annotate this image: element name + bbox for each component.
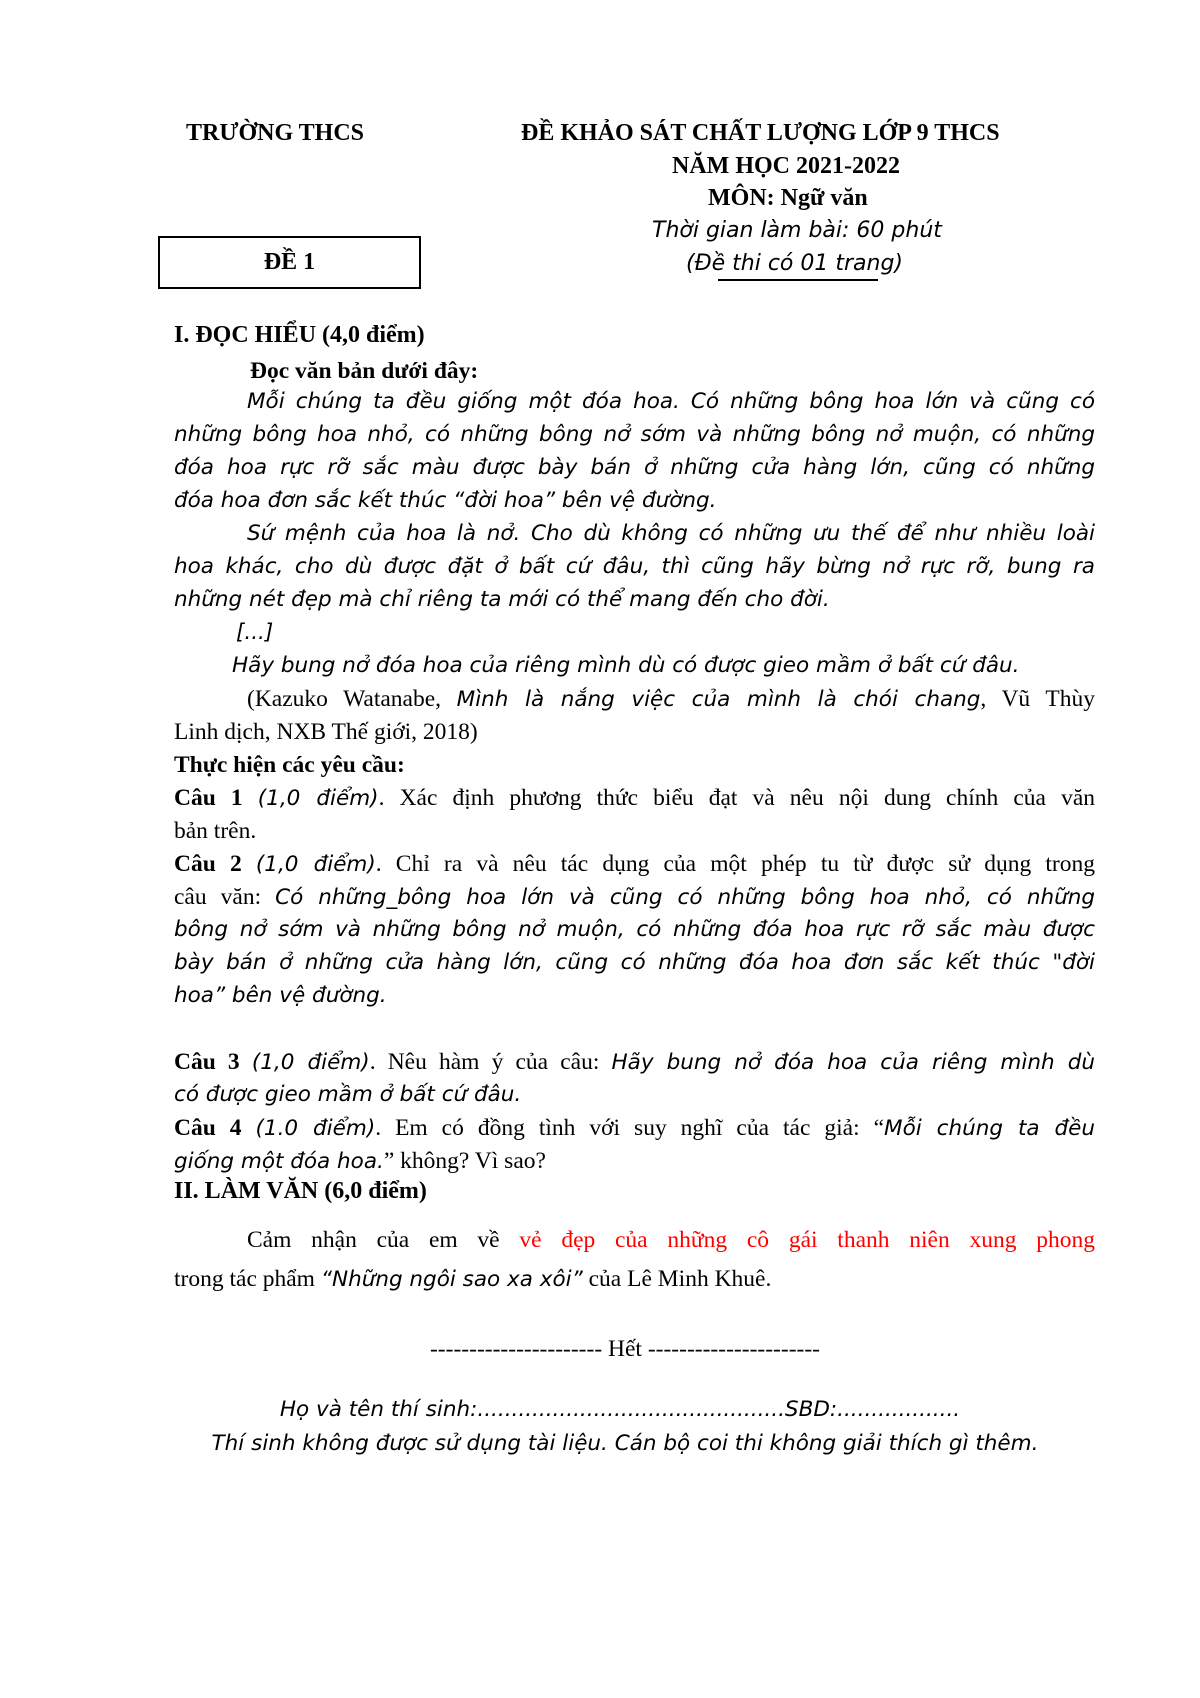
essay-prompt-lead: trong tác phẩm <box>174 1266 321 1292</box>
school-name: TRƯỜNG THCS <box>186 120 365 146</box>
pages-note-underline <box>718 279 878 281</box>
essay-prompt-line1 <box>247 1224 1095 1257</box>
passage-line: những bông hoa nhỏ, có những bông nở sớm và những bông nở muộn, có những <box>174 422 1095 447</box>
subject-name: Ngữ văn <box>780 185 868 211</box>
question-4-text: . Em có đồng tình với suy nghĩ của tác giả: “ <box>375 1115 885 1141</box>
section-1-heading: I. ĐỌC HIỂU (4,0 điểm) <box>174 322 425 348</box>
question-3-text: . Nêu hàm ý của câu: <box>369 1049 612 1075</box>
school-year: NĂM HỌC 2021-2022 <box>672 153 900 179</box>
tasks-heading: Thực hiện các yêu cầu: <box>174 752 405 778</box>
exam-title: ĐỀ KHẢO SÁT CHẤT LƯỢNG LỚP 9 THCS <box>521 120 1000 146</box>
question-3-quote-line2: có được gieo mầm ở bất cứ đâu. <box>174 1082 522 1107</box>
question-4-quote: Mỗi chúng ta đều <box>884 1116 1095 1141</box>
source-author: (Kazuko Watanabe, <box>247 686 457 712</box>
question-3-label: Câu 3 <box>174 1049 240 1075</box>
question-3-points: (1,0 điểm) <box>251 1050 370 1075</box>
passage-line: đóa hoa đơn sắc kết thúc “đời hoa” bên vệ đường. <box>174 488 717 513</box>
question-1 <box>174 782 1095 816</box>
passage-line: hoa khác, cho dù được đặt ở bất cứ đâu, thì cũng hãy bừng nở rực rỡ, bung ra <box>174 554 1095 579</box>
source-citation <box>247 683 1095 717</box>
passage-ellipsis: [...] <box>236 620 274 645</box>
essay-prompt-highlight: vẻ đẹp của những cô gái thanh niên xung phong <box>519 1227 1095 1253</box>
work-title: “Những ngôi sao xa xôi” <box>320 1267 583 1292</box>
question-4-line2 <box>174 1145 1095 1179</box>
question-2-text: . Chỉ ra và nêu tác dụng của một phép tu từ được sử dụng trong <box>375 851 1095 877</box>
source-citation-line2: Linh dịch, NXB Thế giới, 2018) <box>174 719 478 745</box>
question-4-label: Câu 4 <box>174 1115 242 1141</box>
question-1-text-line2: bản trên. <box>174 818 257 844</box>
essay-prompt-end: của Lê Minh Khuê. <box>582 1266 772 1292</box>
read-instruction: Đọc văn bản dưới đây: <box>250 358 479 384</box>
question-2-quote-line3: bày bán ở những cửa hàng lớn, cũng có những đóa hoa đơn sắc kết thúc "đời <box>174 950 1095 975</box>
question-2-quote: Có những_bông hoa lớn và cũng có những bông hoa nhỏ, có những <box>275 885 1095 910</box>
passage-line: Sứ mệnh của hoa là nở. Cho dù không có những ưu thế để như nhiều loài <box>247 521 1095 546</box>
essay-prompt-start: Cảm nhận của em về <box>247 1227 520 1253</box>
question-1-text: . Xác định phương thức biểu đạt và nêu nội dung chính của văn <box>378 785 1095 811</box>
question-2-quote-line4: hoa” bên vệ đường. <box>174 983 387 1008</box>
section-2-heading: II. LÀM VĂN (6,0 điểm) <box>174 1178 427 1204</box>
subject-line <box>708 185 868 212</box>
question-2-quote-line1 <box>174 881 1095 915</box>
source-book-title: Mình là nắng việc của mình là chói chang <box>456 687 981 712</box>
question-4 <box>174 1112 1095 1146</box>
essay-prompt-line2 <box>174 1263 1095 1297</box>
question-4-tail: ” không? Vì sao? <box>383 1148 546 1174</box>
exam-duration: Thời gian làm bài: 60 phút <box>652 218 942 243</box>
passage-line: Hãy bung nở đóa hoa của riêng mình dù có được gieo mầm ở bất cứ đâu. <box>232 653 1020 678</box>
question-2-label: Câu 2 <box>174 851 242 877</box>
question-2-points: (1,0 điểm) <box>255 852 376 877</box>
question-1-points: (1,0 điểm) <box>257 786 379 811</box>
question-2-quote-line2: bông nở sớm và những bông nở muộn, có những đóa hoa rực rỡ sắc màu được <box>174 917 1095 942</box>
exam-note: Thí sinh không được sử dụng tài liệu. Cán bộ coi thi không giải thích gì thêm. <box>211 1431 1039 1456</box>
exam-code: ĐỀ 1 <box>263 249 316 275</box>
pages-note: (Đề thi có 01 trang) <box>686 251 904 276</box>
subject-label: MÔN: <box>708 185 775 211</box>
question-2 <box>174 848 1095 882</box>
question-3 <box>174 1046 1095 1080</box>
source-translator: , Vũ Thùy <box>980 686 1095 712</box>
passage-line: những nét đẹp mà chỉ riêng ta mới có thể mang đến cho đời. <box>174 587 830 612</box>
question-3-quote: Hãy bung nở đóa hoa của riêng mình dù <box>611 1050 1095 1075</box>
question-2-lead: câu văn: <box>174 884 276 910</box>
end-mark: ---------------------- Hết ---------------------- <box>429 1336 820 1362</box>
question-4-points: (1.0 điểm) <box>255 1116 376 1141</box>
passage-line: Mỗi chúng ta đều giống một đóa hoa. Có những bông hoa lớn và cũng có <box>247 389 1095 414</box>
passage-line: đóa hoa rực rỡ sắc màu được bày bán ở những cửa hàng lớn, cũng có những <box>174 455 1095 480</box>
candidate-info-line: Họ và tên thí sinh:.............................................SBD:.................. <box>279 1397 961 1422</box>
question-4-quote-line2: giống một đóa hoa. <box>174 1149 384 1174</box>
exam-code-box <box>158 236 421 289</box>
question-1-label: Câu 1 <box>174 785 243 811</box>
